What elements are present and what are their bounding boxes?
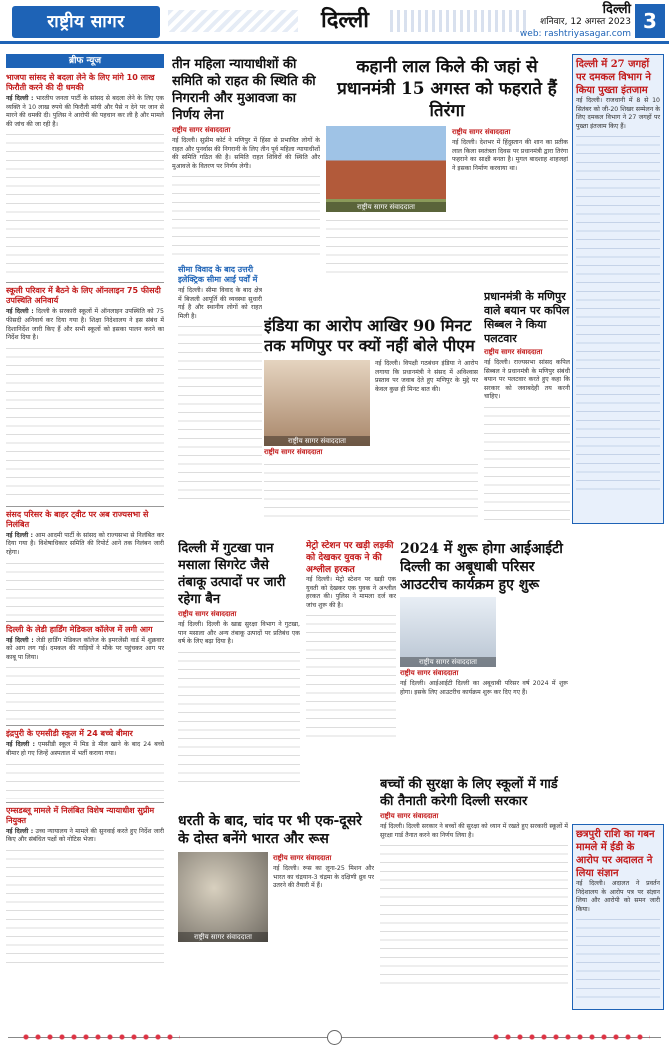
story-filler xyxy=(576,914,660,1004)
story-byline: राष्ट्रीय सागर संवाददाता xyxy=(273,854,332,862)
brief-filler xyxy=(6,129,164,279)
red-fort-photo xyxy=(326,126,446,212)
story-headline[interactable]: छत्रपुरी राशि का गबन मामले में ईडी के आरोप पर अदालत ने लिया संज्ञान xyxy=(576,829,655,879)
brief-item xyxy=(6,73,164,279)
brief-item xyxy=(6,625,164,723)
photo-caption: राष्ट्रीय सागर संवाददाता xyxy=(400,657,496,667)
photo-caption: राष्ट्रीय सागर संवाददाता xyxy=(178,932,268,942)
story-filler xyxy=(576,131,660,491)
story-headline[interactable]: धरती के बाद, चांद पर भी एक-दूसरे के दोस्त बनेंगे भारत और रूस xyxy=(178,813,362,847)
page-footer xyxy=(0,1027,669,1049)
story-filler xyxy=(178,321,262,501)
masthead xyxy=(0,0,669,44)
photo-caption: राष्ट्रीय सागर संवाददाता xyxy=(264,436,370,446)
brief-title[interactable]: इंद्रपुरी के एमसीडी स्कूल में 24 बच्चे बीमार xyxy=(6,729,133,739)
brief-item xyxy=(6,510,164,618)
story-sibal xyxy=(484,290,570,530)
masthead-pattern xyxy=(168,10,298,32)
story-filler xyxy=(172,171,320,256)
brief-body: एमसीडी स्कूल में मिड डे मील खाने के बाद 24 बच्चे बीमार हो गए जिन्हें अस्पताल में भर्ती कराया गया। xyxy=(6,741,164,757)
brief-body: भारतीय जनता पार्टी के सांसद से बदला लेने के लिए एक व्यक्ति ने 10 लाख रुपये की फिरौती मांगी और पैसे न देने पर जान से मारने की धमकी दी। पुलिस ने आरोपी की पहचान कर ली है और मामले की जांच की जा रही है। xyxy=(6,95,164,128)
brief-title[interactable]: संसद परिसर के बाहर ट्वीट पर अब राज्यसभा से निलंबित xyxy=(6,509,149,529)
brief-body: आम आदमी पार्टी के सांसद को राज्यसभा से निलंबित कर दिया गया है। विशेषाधिकार समिति की रिपोर्ट आने तक निलंबन जारी रहेगा। xyxy=(6,531,164,556)
story-byline: राष्ट्रीय सागर संवाददाता xyxy=(178,610,237,618)
brief-body: उच्च न्यायालय ने मामले की सुनवाई करते हुए निर्देश जारी किए और संबंधित पक्षों को नोटिस भेजा। xyxy=(6,827,164,844)
brief-byline: नई दिल्ली : xyxy=(6,95,34,102)
story-filler xyxy=(306,610,396,740)
story-body: नई दिल्ली। अदालत ने प्रवर्तन निदेशालय के आरोप पत्र पर संज्ञान लिया और आरोपी को समन जारी किया। xyxy=(576,880,660,913)
brief-byline: नई दिल्ली : xyxy=(6,308,34,316)
story-body: नई दिल्ली। मेट्रो स्टेशन पर खड़ी एक युवती को देखकर एक युवक ने अश्लील हरकत की। पुलिस ने मामला दर्ज कर जांच शुरू की है। xyxy=(306,576,396,609)
brief-body: लेडी हार्डिंग मेडिकल कॉलेज के इमरजेंसी वार्ड में शुक्रवार को आग लग गई। दमकल की गाड़ियों ने मौके पर पहुंचकर आग पर काबू पा लिया। xyxy=(6,636,164,661)
story-filler xyxy=(484,402,570,522)
story-byline: राष्ट्रीय सागर संवाददाता xyxy=(484,348,543,356)
story-body: नई दिल्ली। सीमा विवाद के बाद क्षेत्र में बिजली आपूर्ति की व्यवस्था सुधारी गई है और स्थानीय लोगों को राहत मिली है। xyxy=(178,287,262,320)
footer-emblem xyxy=(327,1030,342,1045)
story-headline[interactable]: दिल्ली में गुटखा पान मसाला सिगरेट जैसे तंबाकू उत्पादों पर जारी रहेगा बैन xyxy=(178,541,286,607)
story-byline: राष्ट्रीय सागर संवाददाता xyxy=(172,126,231,134)
footer-dots-right xyxy=(490,1032,650,1042)
section-title: दिल्ली xyxy=(321,7,369,33)
brief-title[interactable]: दिल्ली के लेडी हार्डिंग मेडिकल कॉलेज में लगी आग xyxy=(6,624,153,634)
story-body: नई दिल्ली। आईआईटी दिल्ली का अबूधाबी परिसर वर्ष 2024 में शुरू होगा। इसके लिए आउटरीच कार्यक्रम शुरू कर दिए गए हैं। xyxy=(400,680,568,696)
footer-dots-left xyxy=(20,1032,180,1042)
brief-body: दिल्ली के सरकारी स्कूलों में ऑनलाइन उपस्थिति को 75 फीसदी अनिवार्य कर दिया गया है। शिक्षा निदेशालय ने इस संबंध में दिशानिर्देश जारी किए हैं और सभी स्कूलों को इसका पालन करने का निर्देश दिया है। xyxy=(6,308,164,342)
edition-date: शनिवार, 12 अगस्त 2023 xyxy=(540,17,631,27)
story-schools xyxy=(380,776,568,1026)
website-link[interactable]: web: rashtriyasagar.com xyxy=(519,29,631,39)
story-iit xyxy=(400,540,568,770)
brief-title[interactable]: भाजपा सांसद से बदला लेने के लिए मांगे 10 लाख फिरौती करने की दी धमकी xyxy=(6,73,155,92)
brief-title[interactable]: स्कूली परिवार में बैठने के लिए ऑनलाइन 75 फीसदी उपस्थिति अनिवार्य xyxy=(6,286,161,306)
story-byline: राष्ट्रीय सागर संवाददाता xyxy=(452,128,511,136)
brief-news-column xyxy=(6,70,164,1010)
fire-story-box xyxy=(572,54,664,524)
student-story-box xyxy=(572,824,664,1010)
brief-item xyxy=(6,729,164,798)
story-filler xyxy=(178,647,300,787)
pm-photo xyxy=(264,360,370,446)
story-byline: राष्ट्रीय सागर संवाददाता xyxy=(264,448,323,456)
story-headline[interactable]: प्रधानमंत्री के मणिपुर वाले बयान पर कपिल सिब्बल ने किया पलटवार xyxy=(484,290,570,345)
story-filler xyxy=(326,215,568,280)
moon-photo xyxy=(178,852,268,942)
story-headline[interactable]: कहानी लाल किले की जहां से प्रधानमंत्री 15 अगस्त को फहराते हैं तिरंगा xyxy=(337,57,557,121)
story-moon xyxy=(178,812,374,1026)
masthead-dots xyxy=(390,10,530,32)
story-body: नई दिल्ली। सुप्रीम कोर्ट ने मणिपुर में हिंसा से प्रभावित लोगों के राहत और पुनर्वास की निगरानी के लिए तीन पूर्व महिला न्यायाधीशों की समिति गठित की है। समिति राहत शिविरों की स्थिति और मुआवजे के वितरण पर निर्णय लेगी। xyxy=(172,137,320,170)
brief-title[interactable]: एम्सडब्लू मामले में निलंबित विशेष न्यायाधीश सुप्रीम नियुक्त xyxy=(6,805,155,825)
story-filler xyxy=(380,840,568,990)
brief-item xyxy=(6,806,164,965)
brief-filler xyxy=(6,845,164,965)
brief-byline: नई दिल्ली : xyxy=(6,741,35,749)
story-gutka xyxy=(178,540,300,810)
brief-filler xyxy=(6,759,164,799)
edition-city: दिल्ली xyxy=(602,2,631,17)
story-headline[interactable]: तीन महिला न्यायाधीशों की समिति को राहत की स्थिति की निगरानी और मुआवजा का निर्णय लेना xyxy=(172,57,316,123)
brief-filler xyxy=(6,343,164,503)
brief-filler xyxy=(6,558,164,618)
story-india-alliance xyxy=(264,316,478,532)
story-headline[interactable]: दिल्ली में 27 जगहों पर दमकल विभाग ने किया पुख्ता इंतजाम xyxy=(576,59,651,96)
story-body: नई दिल्ली। दिल्ली सरकार ने बच्चों की सुरक्षा को ध्यान में रखते हुए सरकारी स्कूलों में सुरक्षा गार्ड तैनात करने का निर्णय लिया है। xyxy=(380,823,568,839)
story-body: नई दिल्ली। राज्यसभा सांसद कपिल सिब्बल ने प्रधानमंत्री के मणिपुर संबंधी बयान पर पलटवार करते हुए कहा कि सरकार को जवाबदेही तय करनी चाहिए। xyxy=(484,359,570,401)
story-body: नई दिल्ली। विपक्षी गठबंधन इंडिया ने आरोप लगाया कि प्रधानमंत्री ने संसद में अविश्वास प्रस्ताव पर जवाब देते हुए मणिपुर के मुद्दे पर केवल कुछ ही मिनट बात की। xyxy=(375,360,478,393)
brief-news-header: ब्रीफ न्यूज xyxy=(6,54,164,68)
brief-byline: नई दिल्ली : xyxy=(6,827,34,835)
story-headline[interactable]: मेट्रो स्टेशन पर खड़ी लड़की को देखकर युवक ने की अश्लील हरकत xyxy=(306,541,394,575)
story-byline: राष्ट्रीय सागर संवाददाता xyxy=(400,669,459,677)
story-headline[interactable]: सीमा विवाद के बाद उत्तरी इलेक्ट्रिक सीमा आई पर्वों में xyxy=(178,265,258,284)
brief-item xyxy=(6,286,164,502)
story-redfort xyxy=(326,56,568,280)
iit-photo xyxy=(400,597,496,667)
story-body: नई दिल्ली। राजधानी में 8 से 10 सितंबर को जी-20 शिखर सम्मेलन के लिए दमकल विभाग ने 27 जगहों पर पुख्ता इंतजाम किए हैं। xyxy=(576,97,660,130)
brief-byline: नई दिल्ली : xyxy=(6,636,34,644)
story-filler xyxy=(264,459,478,519)
photo-caption: राष्ट्रीय सागर संवाददाता xyxy=(326,202,446,212)
brief-filler xyxy=(6,662,164,722)
story-body: नई दिल्ली। दिल्ली के खाद्य सुरक्षा विभाग ने गुटखा, पान मसाला और अन्य तंबाकू उत्पादों पर प्रतिबंध एक वर्ष के लिए बढ़ा दिया है। xyxy=(178,621,300,646)
story-border xyxy=(178,262,262,506)
story-body: नई दिल्ली। रूस का लूना-25 मिशन और भारत का चंद्रयान-3 चंद्रमा के दक्षिणी ध्रुव पर उतरने की तैयारी में हैं। xyxy=(273,865,374,890)
story-headline[interactable]: बच्चों की सुरक्षा के लिए स्कूलों में गार्ड की तैनाती करेगी दिल्ली सरकार xyxy=(380,777,558,809)
story-headline[interactable]: इंडिया का आरोप आखिर 90 मिनट तक मणिपुर पर क्यों नहीं बोले पीएम xyxy=(264,316,475,355)
story-body: नई दिल्ली। देशभर में हिंदुस्तान की शान का प्रतीक लाल किला स्वतंत्रता दिवस पर प्रधानमंत्री द्वारा तिरंगा फहराने का साक्षी बनता है। मुगल बादशाह शाहजहां ने इसका निर्माण करवाया था। xyxy=(452,139,568,172)
story-byline: राष्ट्रीय सागर संवाददाता xyxy=(380,812,439,820)
page-number: 3 xyxy=(635,4,665,38)
story-headline[interactable]: 2024 में शुरू होगा आईआईटी दिल्ली का अबूधाबी परिसर आउटरीच कार्यक्रम हुए शुरू xyxy=(400,541,563,593)
right-column xyxy=(572,54,664,1014)
story-judges xyxy=(172,56,320,256)
newspaper-logo: राष्ट्रीय सागर xyxy=(12,6,160,38)
story-metro xyxy=(306,540,396,770)
brief-byline: नई दिल्ली : xyxy=(6,531,34,539)
edition-info xyxy=(520,4,631,40)
